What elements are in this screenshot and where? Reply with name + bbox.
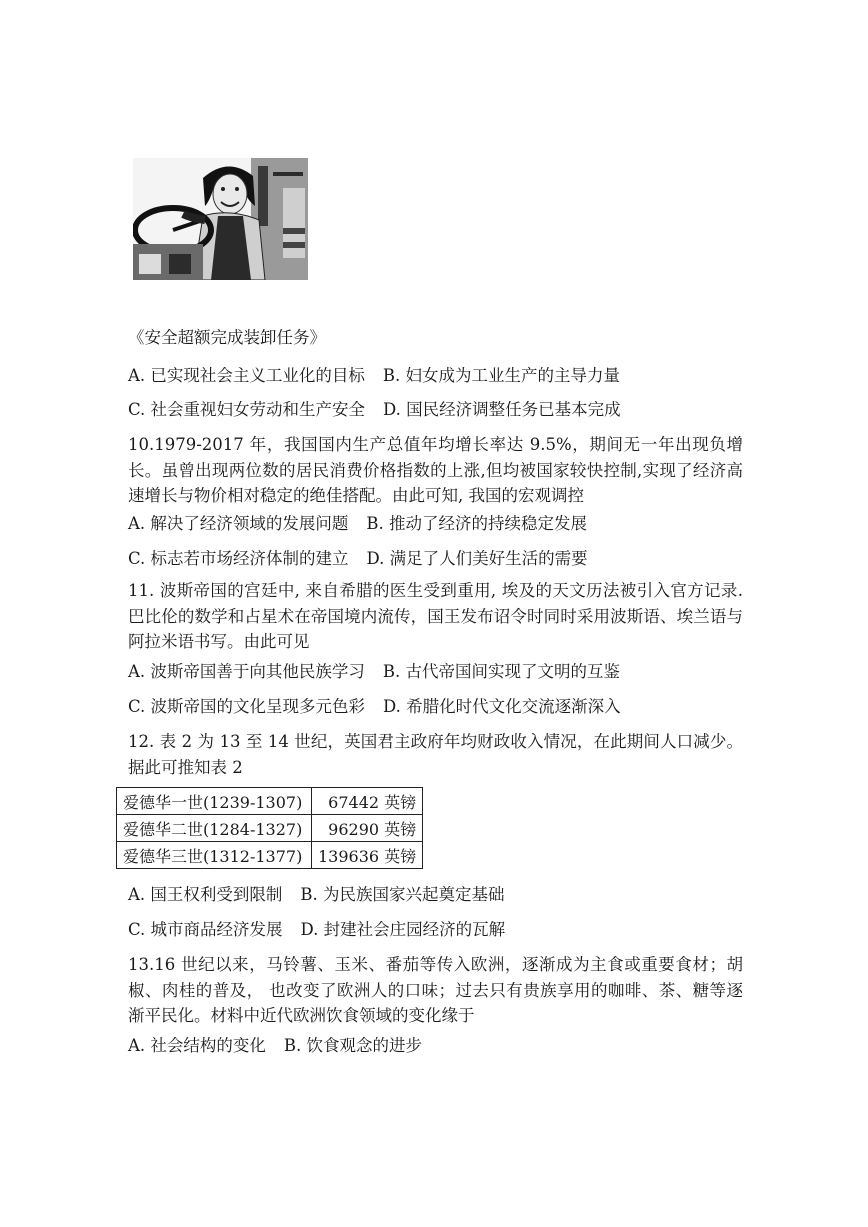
q12-stem: 12. 表 2 为 13 至 14 世纪，英国君主政府年均财政收入情况，在此期间人口减少。据此可推知表 2 bbox=[128, 732, 743, 777]
table-cell-revenue: 139636 英镑 bbox=[312, 842, 423, 869]
q9-options-row-1 bbox=[128, 366, 620, 386]
q12-option-c[interactable]: C. 城市商品经济发展 bbox=[128, 920, 283, 939]
finance-table bbox=[116, 787, 423, 869]
table-cell-monarch: 爱德华三世(1312-1377) bbox=[117, 842, 312, 869]
q10-option-c[interactable]: C. 标志若市场经济体制的建立 bbox=[128, 549, 349, 568]
q11-option-d[interactable]: D. 希腊化时代文化交流逐渐深入 bbox=[383, 697, 621, 716]
table-row bbox=[117, 788, 423, 815]
q10-option-d[interactable]: D. 满足了人们美好生活的需要 bbox=[366, 549, 588, 568]
q12-option-b[interactable]: B. 为民族国家兴起奠定基础 bbox=[300, 885, 505, 904]
q12-option-d[interactable]: D. 封建社会庄园经济的瓦解 bbox=[300, 920, 506, 939]
q11-options-row-1 bbox=[128, 662, 620, 682]
table-row bbox=[117, 842, 423, 869]
table-cell-monarch: 爱德华二世(1284-1327) bbox=[117, 815, 312, 842]
q9-option-d[interactable]: D. 国民经济调整任务已基本完成 bbox=[383, 400, 621, 419]
table-cell-revenue: 67442 英镑 bbox=[312, 788, 423, 815]
q10-option-b[interactable]: B. 推动了经济的持续稳定发展 bbox=[366, 514, 588, 533]
q9-option-a[interactable]: A. 已实现社会主义工业化的目标 bbox=[128, 366, 365, 385]
q11-option-c[interactable]: C. 波斯帝国的文化呈现多元色彩 bbox=[128, 697, 366, 716]
q10-option-a[interactable]: A. 解决了经济领域的发展问题 bbox=[128, 514, 349, 533]
table-row bbox=[117, 815, 423, 842]
q11-option-b[interactable]: B. 古代帝国间实现了文明的互鉴 bbox=[382, 662, 621, 681]
poster-photo bbox=[133, 158, 308, 280]
q13-option-a[interactable]: A. 社会结构的变化 bbox=[128, 1036, 266, 1055]
q11-stem: 11. 波斯帝国的宫廷中, 来自希腊的医生受到重用, 埃及的天文历法被引入官方记录. 巴比伦的数学和占星术在帝国境内流传，国王发布诏令时同时采用波斯语、埃兰语与阿拉米语书写。由此可见 bbox=[128, 581, 743, 651]
q9-options-row-2 bbox=[128, 400, 621, 420]
q10-options-row-2 bbox=[128, 549, 588, 569]
table-cell-monarch: 爱德华一世(1239-1307) bbox=[117, 788, 312, 815]
table-cell-revenue: 96290 英镑 bbox=[312, 815, 423, 842]
q10-options-row-1 bbox=[128, 514, 587, 534]
photo-caption: 《安全超额完成装卸任务》 bbox=[128, 328, 326, 347]
q11-options-row-2 bbox=[128, 697, 621, 717]
q11-option-a[interactable]: A. 波斯帝国善于向其他民族学习 bbox=[128, 662, 365, 681]
q9-option-b[interactable]: B. 妇女成为工业生产的主导力量 bbox=[382, 366, 621, 385]
q9-option-c[interactable]: C. 社会重视妇女劳动和生产安全 bbox=[128, 400, 366, 419]
q10-stem: 10.1979-2017 年，我国国内生产总值年均增长率达 9.5%，期间无一年出现负增长。虽曾出现两位数的居民消费价格指数的上涨,但均被国家较快控制,实现了经济高速增长与物价相对稳定的绝佳搭配。由此可知, 我国的宏观调控 bbox=[128, 435, 743, 505]
q13-option-b[interactable]: B. 饮食观念的进步 bbox=[283, 1036, 423, 1055]
q13-stem: 13.16 世纪以来，马铃薯、玉米、番茄等传入欧洲，逐渐成为主食或重要食材；胡椒、肉桂的普及， 也改变了欧洲人的口味；过去只有贵族享用的咖啡、茶、糖等逐渐平民化。材料中近代欧洲饮食领域的变化缘于 bbox=[128, 955, 743, 1025]
q12-options-row-1 bbox=[128, 885, 505, 905]
q12-option-a[interactable]: A. 国王权利受到限制 bbox=[128, 885, 283, 904]
q12-options-row-2 bbox=[128, 920, 505, 940]
q13-options-row-1 bbox=[128, 1036, 422, 1056]
